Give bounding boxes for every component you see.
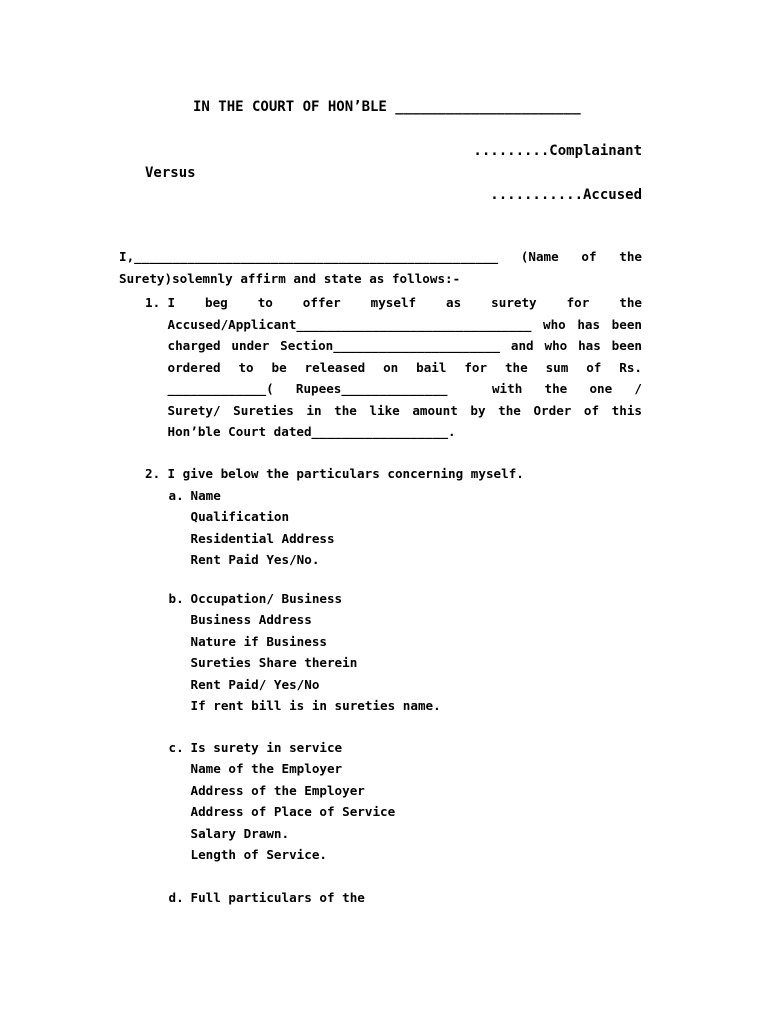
particular-line: Address of Place of Service <box>190 804 396 819</box>
item-2-intro: I give below the particulars concerning myself. <box>167 466 524 481</box>
sub-item-c-letter: c. <box>168 739 184 755</box>
item-1-line: Surety/ Sureties in the like amount by the Order of this <box>167 402 642 418</box>
item-2-number: 2. <box>145 466 161 481</box>
sub-item-b-letter: b. <box>168 590 184 606</box>
particular-line: Rent Paid Yes/No. <box>190 552 320 567</box>
item-1-number: 1. <box>145 295 161 310</box>
item-1-line: Hon’ble Court dated__________________. <box>167 424 456 439</box>
particular-line: Sureties Share therein <box>190 655 358 670</box>
item-1-line: ordered to be released on bail for the sum of Rs. <box>167 359 642 375</box>
particular-line: Occupation/ Business <box>190 590 343 606</box>
list-item-2 <box>119 463 642 485</box>
item-1-line: I beg to offer myself as surety for the <box>167 295 642 310</box>
sub-item-a-letter: a. <box>168 487 184 503</box>
sub-item-c <box>119 737 642 866</box>
particular-line: Address of the Employer <box>190 782 365 798</box>
particular-line: Nature if Business <box>190 633 327 649</box>
affirmation-paragraph <box>119 246 642 289</box>
document-body <box>119 246 642 908</box>
list-item-1 <box>119 292 642 443</box>
particular-line: Salary Drawn. <box>190 825 290 841</box>
particular-line: Rent Paid/ Yes/No <box>190 676 320 692</box>
sub-item-d <box>119 887 642 909</box>
particular-line: Residential Address <box>190 530 335 546</box>
affirmation-line: I,________________________________________________ (Name of the <box>119 249 642 264</box>
versus-label: Versus <box>145 165 196 181</box>
accused-line: ...........Accused <box>490 187 642 203</box>
particular-line: Length of Service. <box>190 847 327 862</box>
affirmation-line: Surety)solemnly affirm and state as follows:- <box>119 270 461 286</box>
particular-line: Name of the Employer <box>190 761 343 776</box>
sub-item-d-letter: d. <box>168 889 184 905</box>
caption-section <box>119 0 642 206</box>
particular-line: If rent bill is in sureties name. <box>190 698 441 713</box>
complainant-line: .........Complainant <box>473 143 642 159</box>
particular-line: Full particulars of the <box>190 889 365 905</box>
item-1-line: _____________( Rupees______________ with the one / <box>167 381 642 396</box>
item-1-line: Accused/Applicant_______________________________ who has been <box>167 316 642 332</box>
sub-item-a <box>119 485 642 571</box>
particular-line: Business Address <box>190 612 312 627</box>
court-title-line: IN THE COURT OF HON’BLE ______________________ <box>193 99 581 115</box>
sub-item-b <box>119 588 642 717</box>
particular-line: Name <box>190 487 221 503</box>
item-1-line: charged under Section______________________ and who has been <box>167 338 642 353</box>
particular-line: Qualification <box>190 509 290 524</box>
particular-line: Is surety in service <box>190 739 343 755</box>
